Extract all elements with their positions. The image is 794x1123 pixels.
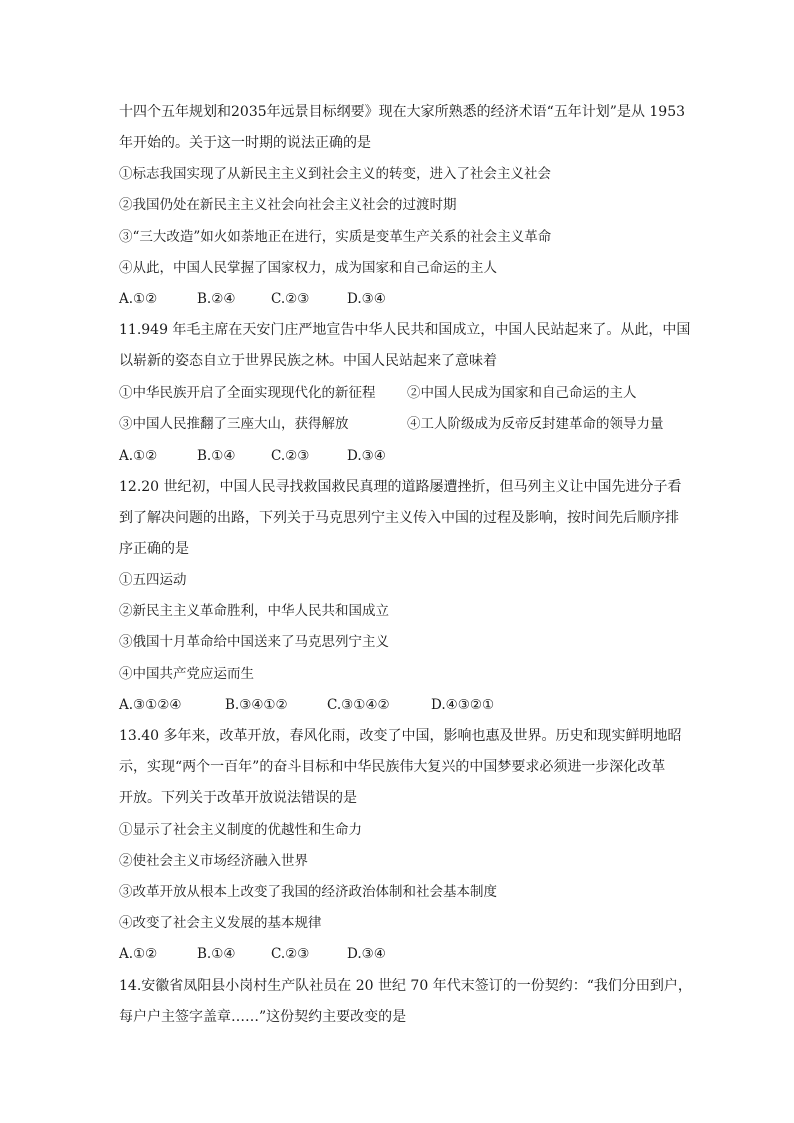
q12-option-b: B.③④①② bbox=[225, 697, 288, 713]
q12-option-a: A.③①②④ bbox=[119, 697, 182, 713]
q10-stem-line2: 年开始的。关于这一时期的说法正确的是 bbox=[119, 135, 371, 151]
q10-item-3: ③“三大改造”如火如荼地正在进行，实质是变革生产关系的社会主义革命 bbox=[119, 229, 552, 245]
q12-item-3: ③俄国十月革命给中国送来了马克思列宁主义 bbox=[119, 634, 389, 650]
q10-option-c: C.②③ bbox=[271, 291, 310, 307]
q14-stem-line2: 每户户主签字盖章……”这份契约主要改变的是 bbox=[119, 1009, 407, 1025]
q11-option-c: C.②③ bbox=[271, 448, 310, 464]
q12-option-c: C.③①④② bbox=[327, 697, 390, 713]
q13-stem-line2: 示，实现“两个一百年”的奋斗目标和中华民族伟大复兴的中国梦要求必须进一步深化改革 bbox=[119, 759, 666, 775]
q10-stem-line1: 十四个五年规划和2035年远景目标纲要》现在大家所熟悉的经济术语“五年计划”是从 1953 bbox=[119, 104, 686, 120]
q13-item-1: ①显示了社会主义制度的优越性和生命力 bbox=[119, 822, 362, 838]
q12-item-2: ②新民主主义革命胜利，中华人民共和国成立 bbox=[119, 603, 389, 619]
q11-item-2: ②中国人民成为国家和自己命运的主人 bbox=[407, 385, 637, 401]
q13-stem-line3: 开放。下列关于改革开放说法错误的是 bbox=[119, 790, 357, 806]
q12-item-1: ①五四运动 bbox=[119, 572, 187, 588]
q10-option-b: B.②④ bbox=[197, 291, 236, 307]
q13-option-a: A.①② bbox=[119, 946, 158, 962]
q10-option-a: A.①② bbox=[119, 291, 158, 307]
q13-item-2: ②使社会主义市场经济融入世界 bbox=[119, 853, 308, 869]
q11-option-d: D.③④ bbox=[347, 448, 386, 464]
q13-item-3: ③改革开放从根本上改变了我国的经济政治体制和社会基本制度 bbox=[119, 884, 497, 900]
q12-item-4: ④中国共产党应运而生 bbox=[119, 666, 254, 682]
q11-option-a: A.①② bbox=[119, 448, 158, 464]
q13-option-d: D.③④ bbox=[347, 946, 386, 962]
q10-option-d: D.③④ bbox=[347, 291, 386, 307]
q12-option-d: D.④③②① bbox=[431, 697, 495, 713]
q11-item-3: ③中国人民推翻了三座大山，获得解放 bbox=[119, 416, 349, 432]
q12-stem-line3: 序正确的是 bbox=[119, 541, 189, 557]
q13-stem-line1: 13.40 多年来，改革开放，春风化雨，改变了中国，影响也惠及世界。历史和现实鲜明地昭 bbox=[119, 728, 682, 744]
q10-item-4: ④从此，中国人民掌握了国家权力，成为国家和自己命运的主人 bbox=[119, 260, 497, 276]
q10-item-1: ①标志我国实现了从新民主主义到社会主义的转变，进入了社会主义社会 bbox=[119, 166, 551, 182]
q13-item-4: ④改变了社会主义发展的基本规律 bbox=[119, 915, 322, 931]
q11-stem-line1: 11.949 年毛主席在天安门庄严地宣告中华人民共和国成立，中国人民站起来了。从此，中国 bbox=[119, 322, 691, 338]
q10-item-2: ②我国仍处在新民主主义社会向社会主义社会的过渡时期 bbox=[119, 197, 457, 213]
q13-option-c: C.②③ bbox=[271, 946, 310, 962]
q13-option-b: B.①④ bbox=[197, 946, 236, 962]
q11-stem-line2: 以崭新的姿态自立于世界民族之林。中国人民站起来了意味着 bbox=[119, 353, 497, 369]
q12-stem-line2: 到了解决问题的出路，下列关于马克思列宁主义传入中国的过程及影响，按时间先后顺序排 bbox=[119, 510, 679, 526]
q12-stem-line1: 12.20 世纪初，中国人民寻找救国救民真理的道路屡遭挫折，但马列主义让中国先进分子看 bbox=[119, 479, 682, 495]
q11-item-1: ①中华民族开启了全面实现现代化的新征程 bbox=[119, 385, 376, 401]
q14-stem-line1: 14.安徽省凤阳县小岗村生产队社员在 20 世纪 70 年代末签订的一份契约：“我们分田到户， bbox=[119, 978, 692, 994]
q11-option-b: B.①④ bbox=[197, 448, 236, 464]
q11-item-4: ④工人阶级成为反帝反封建革命的领导力量 bbox=[407, 416, 664, 432]
